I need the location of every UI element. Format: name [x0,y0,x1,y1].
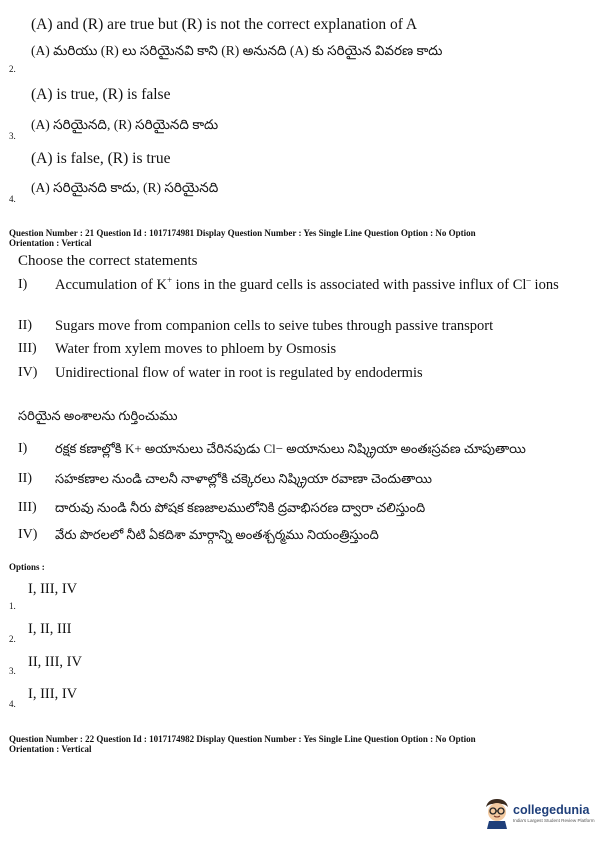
option-1-text[interactable]: I, III, IV [28,581,78,597]
statement-en-3-number: III) [18,341,37,356]
prev-option-1-telugu: (A) మరియు (R) లు సరియైనవి కాని (R) అనునది (A) కు సరియైన వివరణ కాదు [31,43,443,58]
option-2-number: 2. [9,634,16,644]
statement-en-1-number: I) [18,277,28,292]
prev-option-3-telugu: (A) సరియైనది కాదు, (R) సరియైనది [31,180,219,195]
statement-en-1-part-b: ions in the guard cells is associated with passive influx of Cl [172,277,527,293]
option-4-text[interactable]: I, III, IV [28,686,78,702]
question-21-prompt-te: సరియైన అంశాలను గుర్తించుము [18,408,178,423]
prev-option-4-number: 4. [9,194,16,204]
statement-en-1-part-a: Accumulation of K [55,277,167,293]
statement-en-1-sup-b: – [526,275,531,286]
statement-en-1-sup-a: + [166,275,173,286]
statement-te-4-number: IV) [18,527,38,542]
option-1-number: 1. [9,601,16,611]
question-22-meta-line2: Orientation : Vertical [9,744,92,754]
options-label: Options : [9,562,45,572]
statement-en-2-number: II) [18,318,32,333]
option-3-text[interactable]: II, III, IV [28,654,82,670]
prev-option-2-telugu: (A) సరియైనది, (R) సరియైనది కాదు [31,117,219,132]
statement-te-1-number: I) [18,441,28,456]
prev-option-3-number: 3. [9,131,16,141]
statement-te-1-text: రక్షక కణాల్లోకి K+ అయానులు చేరినపుడు Cl− అయానులు నిష్క్రియా అంతఃస్రవణ చూపుతాయి [55,441,526,456]
collegedunia-logo [482,797,595,831]
option-2-text[interactable]: I, II, III [28,621,72,637]
question-21-meta-line1: Question Number : 21 Question Id : 1017174981 Display Question Number : Yes Single Line Question Option : No Option [9,228,476,238]
logo-wordmark: collegedunia [513,803,590,817]
option-4-number: 4. [9,699,16,709]
statement-te-2-number: II) [18,471,32,486]
prev-option-2-english: (A) is true, (R) is false [31,86,171,103]
statement-en-3-text: Water from xylem moves to phloem by Osmosis [55,341,337,357]
question-21-prompt-en: Choose the correct statements [18,253,198,269]
option-3-number: 3. [9,666,16,676]
question-21-meta-line2: Orientation : Vertical [9,238,92,248]
statement-en-1-text [55,276,575,294]
statement-te-3-text: దారువు నుండి నీరు పోషక కణజాలములోనికి ద్రవాభిసరణ ద్వారా చలిస్తుంది [55,500,426,515]
prev-option-3-english: (A) is false, (R) is true [31,150,171,167]
statement-te-4-text: వేరు పొరలలో నీటి ఏకదిశా మార్గాన్ని అంతశ్చర్మము నియంత్రిస్తుంది [55,527,379,542]
question-22-meta-line1: Question Number : 22 Question Id : 1017174982 Display Question Number : Yes Single Line Question Option : No Option [9,734,476,744]
statement-en-2-text: Sugars move from companion cells to seive tubes through passive transport [55,318,494,334]
statement-te-3-number: III) [18,500,37,515]
statement-en-4-number: IV) [18,365,38,380]
mascot-icon [482,797,512,829]
statement-en-4-text: Unidirectional flow of water in root is regulated by endodermis [55,365,423,381]
logo-tagline: India's Largest Student Review Platform [513,818,595,823]
prev-option-1-english: (A) and (R) are true but (R) is not the correct explanation of A [31,16,418,33]
statement-en-1-part-c: ions [530,277,559,293]
prev-option-2-number: 2. [9,64,16,74]
statement-te-2-text: సహకణాల నుండి చాలనీ నాళాల్లోకి చక్కెరలు నిష్క్రియా రవాణా చెందుతాయి [55,471,433,486]
